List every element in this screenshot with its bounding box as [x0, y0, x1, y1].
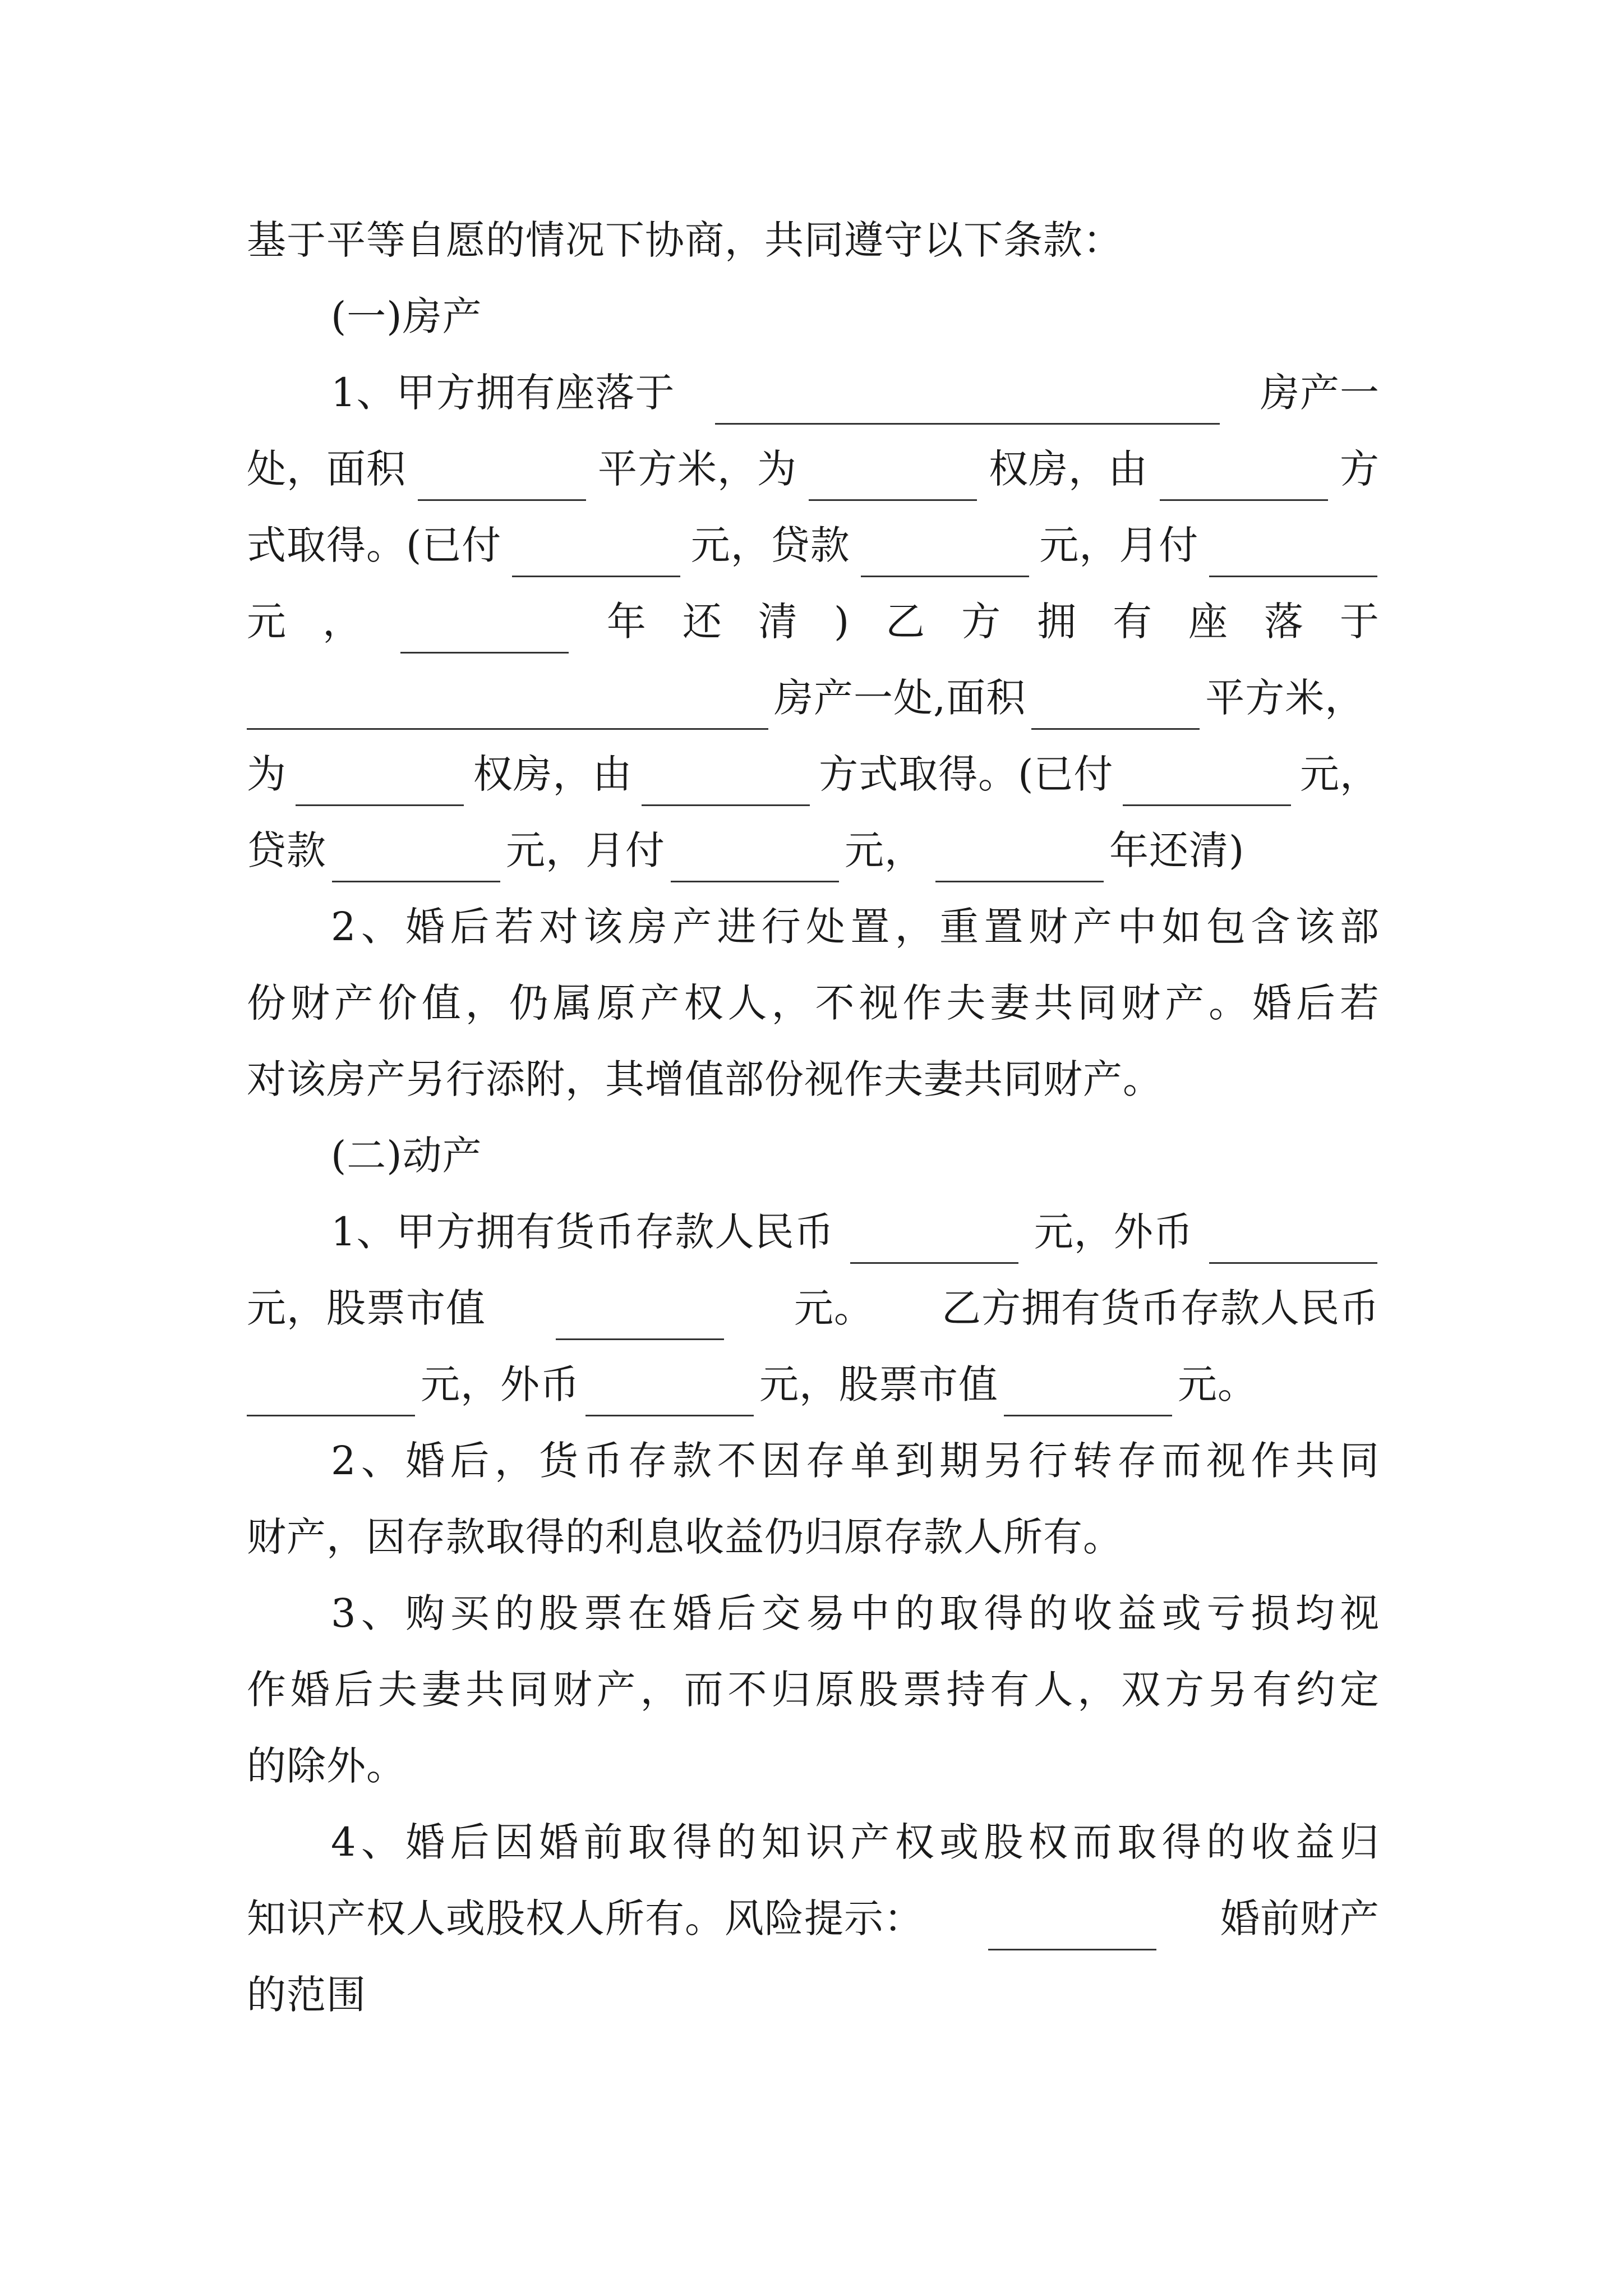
text: 份财产价值，仍属原产权人，不视作夫妻共同财产。婚后若 — [247, 980, 1380, 1026]
paragraph-line — [247, 202, 1380, 278]
text: 1、甲方拥有座落于 — [331, 370, 675, 416]
fill-blank[interactable] — [671, 847, 839, 882]
fill-blank[interactable] — [556, 1305, 724, 1340]
text: 年还清) — [1109, 827, 1245, 873]
fill-blank[interactable] — [247, 1381, 415, 1416]
text: 的范围 — [247, 1972, 366, 2018]
paragraph-line — [247, 1575, 1380, 1651]
paragraph-line — [247, 1041, 1380, 1117]
text: 方 — [1340, 446, 1380, 492]
fill-blank[interactable] — [296, 771, 464, 806]
fill-blank[interactable] — [850, 1228, 1018, 1264]
fill-blank[interactable] — [809, 466, 977, 501]
text: 式取得。(已付 — [247, 522, 502, 568]
text: 为 — [247, 751, 287, 797]
paragraph-line — [247, 965, 1380, 1041]
fill-blank[interactable] — [861, 542, 1029, 577]
paragraph-line — [247, 507, 1380, 583]
text: 方 — [961, 599, 1002, 645]
text: 年 — [606, 599, 647, 645]
text: 对该房产另行添附，其增值部份视作夫妻共同财产。 — [247, 1056, 1163, 1102]
document-page — [247, 202, 1380, 2033]
paragraph-line — [247, 1423, 1380, 1499]
fill-blank[interactable] — [988, 1915, 1156, 1950]
text: 房产一处,面积 — [774, 675, 1026, 721]
text: 元。 — [1178, 1361, 1257, 1407]
text: 元。 — [794, 1285, 874, 1331]
paragraph-line — [247, 1194, 1380, 1270]
text: 元， — [845, 827, 924, 873]
paragraph-line — [247, 1804, 1380, 1880]
text: (一)房产 — [331, 293, 482, 339]
paragraph-line — [247, 1651, 1380, 1728]
text: 元 — [247, 599, 287, 645]
text: 知识产权人或股权人所有。风险提示： — [247, 1895, 924, 1941]
fill-blank[interactable] — [400, 618, 569, 654]
text: 方式取得。(已付 — [819, 751, 1114, 797]
paragraph-line — [247, 1499, 1380, 1575]
text: 元，股票市值 — [247, 1285, 486, 1331]
text: 财产，因存款取得的利息收益仍归原存款人所有。 — [247, 1514, 1123, 1560]
paragraph-line — [247, 1346, 1380, 1423]
text: 元，月付 — [506, 827, 665, 873]
text: 拥 — [1037, 599, 1077, 645]
text: 权房，由 — [989, 446, 1148, 492]
text: 作婚后夫妻共同财产，而不归原股票持有人，双方另有约定 — [247, 1667, 1380, 1713]
paragraph-line — [247, 355, 1380, 431]
paragraph-line — [247, 660, 1380, 736]
text: 清 — [758, 599, 798, 645]
text: 元，月付 — [1039, 522, 1199, 568]
fill-blank[interactable] — [332, 847, 500, 882]
text: 2、婚后，货币存款不因存单到期另行转存而视作共同 — [331, 1438, 1380, 1484]
section-heading-movable-property — [247, 1117, 1380, 1194]
text: 平方米，为 — [598, 446, 797, 492]
paragraph-line — [247, 889, 1380, 965]
text: 于 — [1339, 599, 1380, 645]
text: 元，股票市值 — [759, 1361, 998, 1407]
fill-blank[interactable] — [1123, 771, 1291, 806]
fill-blank[interactable] — [585, 1381, 754, 1416]
paragraph-line — [247, 1957, 1380, 2033]
fill-blank[interactable] — [1031, 694, 1200, 730]
paragraph-line — [247, 812, 1380, 889]
text: 元，外币 — [421, 1361, 580, 1407]
text: ， — [322, 599, 362, 645]
text: 的除外。 — [247, 1743, 406, 1789]
text: 4、婚后因婚前取得的知识产权或股权而取得的收益归 — [331, 1819, 1380, 1865]
fill-blank[interactable] — [418, 466, 586, 501]
paragraph-line — [247, 1728, 1380, 1804]
fill-blank[interactable] — [1160, 466, 1328, 501]
text: 权房，由 — [473, 751, 633, 797]
text: 3、购买的股票在婚后交易中的取得的收益或亏损均视 — [331, 1590, 1380, 1636]
text: 乙 — [886, 599, 926, 645]
section-heading-real-estate — [247, 278, 1380, 355]
fill-blank[interactable] — [715, 389, 1220, 425]
text: 元，贷款 — [690, 522, 850, 568]
fill-blank[interactable] — [1209, 1228, 1377, 1264]
text: 基于平等自愿的情况下协商，共同遵守以下条款： — [247, 217, 1123, 263]
text: ) — [833, 599, 850, 645]
paragraph-line — [247, 1880, 1380, 1957]
text: 元，外币 — [1034, 1209, 1193, 1255]
paragraph-line — [247, 1270, 1380, 1346]
text: 落 — [1264, 599, 1304, 645]
fill-blank[interactable] — [1004, 1381, 1172, 1416]
fill-blank[interactable] — [512, 542, 680, 577]
text: (二)动产 — [331, 1133, 482, 1179]
text: 还 — [682, 599, 722, 645]
text: 乙方拥有货币存款人民币 — [942, 1285, 1380, 1331]
paragraph-line — [247, 736, 1380, 812]
paragraph-line — [247, 583, 1380, 660]
text: 1、甲方拥有货币存款人民币 — [331, 1209, 834, 1255]
fill-blank[interactable] — [935, 847, 1104, 882]
text: 处，面积 — [247, 446, 406, 492]
text: 贷款 — [247, 827, 326, 873]
text: 婚前财产 — [1220, 1895, 1380, 1941]
text: 2、婚后若对该房产进行处置，重置财产中如包含该部 — [331, 904, 1380, 950]
text: 座 — [1188, 599, 1228, 645]
text: 平方米， — [1205, 675, 1365, 721]
paragraph-line — [247, 431, 1380, 507]
fill-blank[interactable] — [247, 694, 768, 730]
text: 元， — [1300, 751, 1380, 797]
fill-blank[interactable] — [1209, 542, 1377, 577]
text: 房产一 — [1260, 370, 1380, 416]
fill-blank[interactable] — [642, 771, 810, 806]
text: 有 — [1113, 599, 1152, 645]
